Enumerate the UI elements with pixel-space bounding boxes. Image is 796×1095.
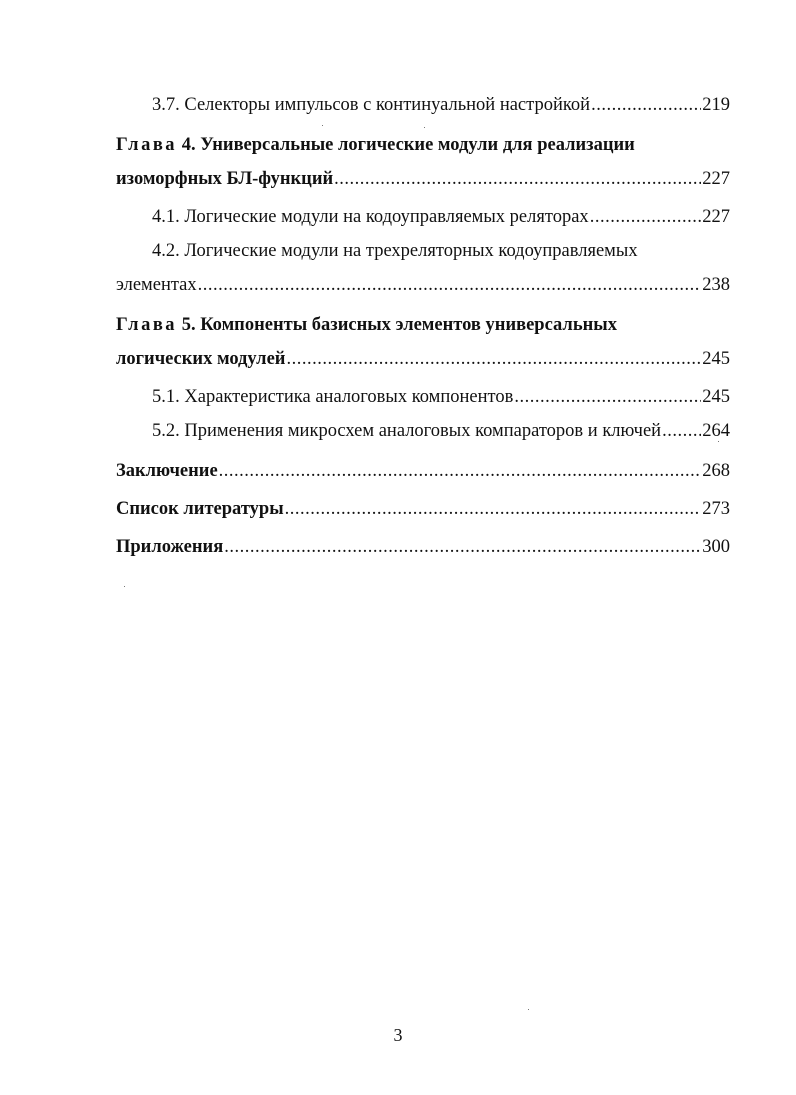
toc-entry-title-line2: элементах — [116, 275, 197, 295]
toc-entry-title: 5.1. Характеристика аналоговых компонентов — [152, 387, 514, 407]
toc-entry-page: 245 — [702, 349, 730, 369]
toc-entry-4-1[interactable] — [116, 200, 730, 234]
toc-entry-title: Список литературы — [116, 499, 284, 519]
toc-appendices[interactable] — [116, 530, 730, 564]
dot-leader — [286, 342, 701, 376]
scan-speck — [424, 127, 425, 128]
toc-entry-title: 3.7. Селекторы импульсов с континуальной настройкой — [152, 95, 591, 115]
toc-entry-page: 227 — [702, 207, 730, 227]
dot-leader — [224, 530, 701, 564]
toc-chapter-4[interactable] — [116, 162, 730, 196]
chapter-title-line1: 4. Универсальные логические модули для реализации — [177, 135, 635, 155]
chapter-label: Глава — [116, 315, 178, 335]
toc-entry-title: Приложения — [116, 537, 224, 557]
toc-chapter-4-heading[interactable] — [116, 128, 730, 162]
toc-entry-page: 245 — [702, 387, 730, 407]
dot-leader — [662, 414, 701, 448]
dot-leader — [198, 268, 702, 302]
toc-entry-page: 273 — [702, 499, 730, 519]
toc-conclusion[interactable] — [116, 454, 730, 488]
toc-entry-5-1[interactable] — [116, 380, 730, 414]
chapter-label: Глава — [116, 135, 178, 155]
scan-speck — [718, 441, 719, 442]
scan-speck — [124, 586, 125, 587]
toc-entry-page: 219 — [702, 95, 730, 115]
toc-entry-3-7[interactable] — [116, 88, 730, 122]
toc-entry-4-2-line1[interactable]: 4.2. Логические модули на трехреляторных кодоуправляемых — [152, 241, 638, 261]
chapter-title-line2: логических модулей — [116, 349, 286, 369]
chapter-title-line1: 5. Компоненты базисных элементов универсальных — [177, 315, 617, 335]
dot-leader — [334, 162, 701, 196]
toc-entry-title: Заключение — [116, 461, 218, 481]
toc-references[interactable] — [116, 492, 730, 526]
dot-leader — [514, 380, 701, 414]
dot-leader — [285, 492, 702, 526]
dot-leader — [591, 88, 701, 122]
table-of-contents — [116, 88, 730, 564]
toc-entry-page: 264 — [702, 421, 730, 441]
dot-leader — [590, 200, 702, 234]
page-number: 3 — [393, 1025, 403, 1045]
toc-entry-page: 300 — [702, 537, 730, 557]
toc-chapter-5-heading[interactable] — [116, 308, 730, 342]
toc-entry-4-2[interactable] — [116, 268, 730, 302]
scan-speck — [322, 125, 323, 126]
dot-leader — [219, 454, 702, 488]
toc-entry-title: 5.2. Применения микросхем аналоговых компараторов и ключей — [152, 421, 662, 441]
toc-entry-page: 268 — [702, 461, 730, 481]
toc-entry-page: 227 — [702, 169, 730, 189]
toc-chapter-5[interactable] — [116, 342, 730, 376]
toc-entry-title: 4.1. Логические модули на кодоуправляемых реляторах — [152, 207, 589, 227]
toc-entry-5-2[interactable] — [116, 414, 730, 448]
scan-speck — [528, 1009, 529, 1010]
chapter-title-line2: изоморфных БЛ-функций — [116, 169, 334, 189]
toc-entry-page: 238 — [702, 275, 730, 295]
